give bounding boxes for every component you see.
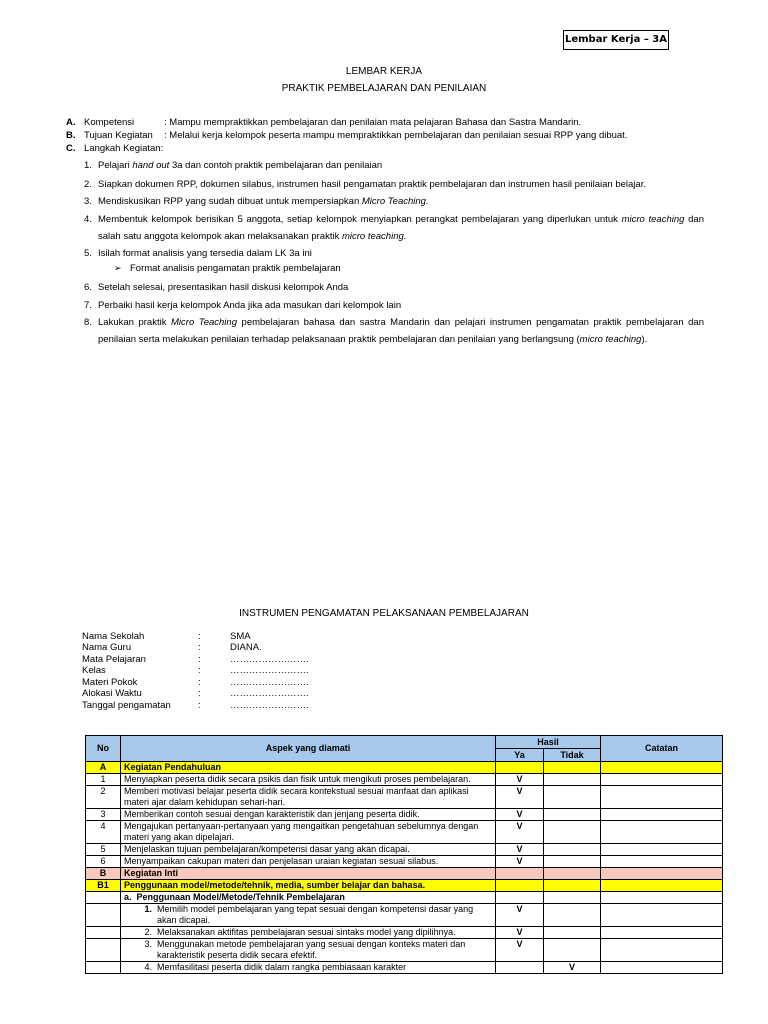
row-aspect: Menyampaikan cakupan materi dan penjelasan uraian kegiatan sesuai silabus. [121, 856, 496, 868]
step-number: 3. [84, 196, 92, 207]
row-ya [496, 962, 544, 974]
row-ya: V [496, 904, 544, 927]
table-row [86, 962, 723, 974]
row-tidak [544, 821, 601, 844]
header-hasil: Hasil [496, 736, 601, 749]
step-2 [84, 176, 704, 193]
row-catatan [601, 939, 723, 962]
row-catatan [601, 809, 723, 821]
info-value: ……………………. [230, 665, 309, 676]
step-7 [84, 297, 704, 314]
step-1 [84, 157, 704, 174]
row-ya: V [496, 774, 544, 786]
header-tidak: Tidak [544, 749, 601, 762]
page-subtitle: PRAKTIK PEMBELAJARAN DAN PENILAIAN [281, 83, 487, 94]
row-tidak [544, 774, 601, 786]
table-row [86, 939, 723, 962]
step-5-subitem [114, 263, 341, 274]
row-catatan [601, 856, 723, 868]
worksheet-badge: Lembar Kerja – 3A [563, 30, 669, 50]
row-tidak [544, 856, 601, 868]
table-row [86, 904, 723, 927]
row-ya: V [496, 939, 544, 962]
info-value: SMA [230, 631, 251, 642]
row-catatan [601, 821, 723, 844]
info-label: Materi Pokok [82, 677, 138, 688]
row-tidak [544, 904, 601, 927]
info-label: Tanggal pengamatan [82, 700, 171, 711]
table-row [86, 844, 723, 856]
table-row [86, 821, 723, 844]
row-catatan [601, 786, 723, 809]
table-row [86, 856, 723, 868]
section-c-letter: C. [66, 143, 76, 154]
step-number: 6. [84, 282, 92, 293]
row-no: 4 [86, 821, 121, 844]
step-5 [84, 245, 704, 262]
section-title: Kegiatan Inti [121, 868, 496, 880]
section-a-text: : Mampu mempraktikkan pembelajaran dan penilaian mata pelajaran Bahasa dan Sastra Mandarin. [164, 117, 582, 128]
step-4 [84, 211, 704, 245]
step-8 [84, 314, 704, 348]
step-number: 5. [84, 248, 92, 259]
row-tidak [544, 809, 601, 821]
row-aspect: Menyiapkan peserta didik secara psikis dan fisik untuk mengikuti proses pembelajaran. [121, 774, 496, 786]
section-c-label: Langkah Kegiatan: [84, 143, 164, 154]
table-row [86, 774, 723, 786]
info-colon: : [198, 631, 201, 642]
step-number: 8. [84, 317, 92, 328]
info-colon: : [198, 677, 201, 688]
info-value: ……………………. [230, 688, 309, 699]
info-value: ……………………. [230, 654, 309, 665]
row-catatan [601, 774, 723, 786]
row-aspect: Menjelaskan tujuan pembelajaran/kompetensi dasar yang akan dicapai. [121, 844, 496, 856]
section-b-letter: B. [66, 130, 76, 141]
section-no: B1 [86, 880, 121, 892]
section-no: B [86, 868, 121, 880]
step-text: Lakukan praktik Micro Teaching pembelajaran bahasa dan sastra Mandarin dan pelajari instrumen pengamatan praktik pembelajaran dan penilaian serta melakukan penilaian terhadap pelaksanaan praktik pembelajaran dan penilaian yang berlangsung (micro teaching). [98, 317, 704, 345]
info-label: Mata Pelajaran [82, 654, 146, 665]
info-colon: : [198, 665, 201, 676]
row-catatan [601, 904, 723, 927]
step-text: Setelah selesai, presentasikan hasil diskusi kelompok Anda [98, 282, 349, 293]
info-value: ……………………. [230, 677, 309, 688]
row-no: 2 [86, 786, 121, 809]
row-no: 6 [86, 856, 121, 868]
row-ya: V [496, 809, 544, 821]
subsection-row [86, 892, 723, 904]
step-number: 2. [84, 179, 92, 190]
header-ya: Ya [496, 749, 544, 762]
step-text: Siapkan dokumen RPP, dokumen silabus, instrumen hasil pengamatan praktik pembelajaran dan instrumen hasil penilaian belajar. [98, 179, 646, 190]
step-6 [84, 279, 704, 296]
row-no: 5 [86, 844, 121, 856]
header-aspek: Aspek yang diamati [121, 736, 496, 762]
info-value: ……………………. [230, 700, 309, 711]
row-no: 1 [86, 774, 121, 786]
section-c [66, 143, 163, 155]
info-label: Nama Sekolah [82, 631, 145, 642]
page-title: LEMBAR KERJA [345, 66, 423, 77]
header-catatan: Catatan [601, 736, 723, 762]
subsection-title: a. Penggunaan Model/Metode/Tehnik Pembelajaran [121, 892, 496, 904]
step-number: 1. [84, 160, 92, 171]
arrow-bullet-icon: ➢ [114, 263, 122, 273]
info-label: Alokasi Waktu [82, 688, 142, 699]
row-catatan [601, 927, 723, 939]
row-aspect: 1. Memilih model pembelajaran yang tepat sesuai dengan kompetensi dasar yang akan dicapai. [121, 904, 496, 927]
row-tidak [544, 939, 601, 962]
section-b-label: Tujuan Kegiatan [84, 130, 153, 141]
info-colon: : [198, 642, 201, 653]
row-ya: V [496, 927, 544, 939]
section-no: A [86, 762, 121, 774]
row-ya: V [496, 786, 544, 809]
step-text: Pelajari hand out 3a dan contoh praktik pembelajaran dan penilaian [98, 160, 383, 171]
row-aspect: 2. Melaksanakan aktifitas pembelajaran sesuai sintaks model yang dipilihnya. [121, 927, 496, 939]
row-ya: V [496, 844, 544, 856]
row-no: 3 [86, 809, 121, 821]
section-row-b [86, 868, 723, 880]
row-tidak: V [544, 962, 601, 974]
row-aspect: Memberi motivasi belajar peserta didik secara kontekstual sesuai manfaat dan aplikasi materi ajar dalam kehidupan sehari-hari. [121, 786, 496, 809]
row-catatan [601, 962, 723, 974]
row-aspect: Mengajukan pertanyaan-pertanyaan yang mengaitkan pengetahuan sebelumnya dengan materi yang akan dipelajari. [121, 821, 496, 844]
subitem-text: Format analisis pengamatan praktik pembelajaran [130, 263, 341, 274]
info-colon: : [198, 700, 201, 711]
section-title: Kegiatan Pendahuluan [121, 762, 496, 774]
section-row-b1 [86, 880, 723, 892]
row-ya: V [496, 856, 544, 868]
row-catatan [601, 844, 723, 856]
step-3 [84, 193, 704, 210]
step-text: Isilah format analisis yang tersedia dalam LK 3a ini [98, 248, 312, 259]
step-text: Membentuk kelompok berisikan 5 anggota, setiap kelompok menyiapkan perangkat pembelajaran yang diperlukan untuk micro teaching dan salah satu anggota kelompok akan melaksanakan praktik micro teaching. [98, 214, 704, 242]
row-tidak [544, 844, 601, 856]
row-aspect: Memberikan contoh sesuai dengan karakteristik dan jenjang peserta didik. [121, 809, 496, 821]
table-row [86, 786, 723, 809]
section-b-text: : Melalui kerja kelompok peserta mampu mempraktikkan pembelajaran dan penilaian sesuai RPP yang dibuat. [164, 130, 628, 141]
info-label: Nama Guru [82, 642, 132, 653]
step-number: 7. [84, 300, 92, 311]
table-row [86, 809, 723, 821]
instrument-title: INSTRUMEN PENGAMATAN PELAKSANAAN PEMBELAJARAN [239, 608, 529, 619]
section-row-a [86, 762, 723, 774]
info-colon: : [198, 654, 201, 665]
row-tidak [544, 786, 601, 809]
step-text: Perbaiki hasil kerja kelompok Anda jika ada masukan dari kelompok lain [98, 300, 402, 311]
row-aspect: 4. Memfasilitasi peserta didik dalam rangka pembiasaan karakter [121, 962, 496, 974]
row-tidak [544, 927, 601, 939]
row-aspect: 3. Menggunakan metode pembelajaran yang sesuai dengan konteks materi dan karakteristik peserta didik secara efektif. [121, 939, 496, 962]
section-title: Penggunaan model/metode/tehnik, media, sumber belajar dan bahasa. [121, 880, 496, 892]
info-value: DIANA. [230, 642, 262, 653]
row-ya: V [496, 821, 544, 844]
section-b [66, 130, 627, 142]
observation-table [85, 735, 723, 974]
info-colon: : [198, 688, 201, 699]
table-row [86, 927, 723, 939]
info-label: Kelas [82, 665, 106, 676]
step-text: Mendiskusikan RPP yang sudah dibuat untuk mempersiapkan Micro Teaching. [98, 196, 429, 207]
header-no: No [86, 736, 121, 762]
section-a-letter: A. [66, 117, 76, 128]
step-number: 4. [84, 214, 92, 225]
section-a [66, 117, 581, 129]
section-a-label: Kompetensi [84, 117, 135, 128]
